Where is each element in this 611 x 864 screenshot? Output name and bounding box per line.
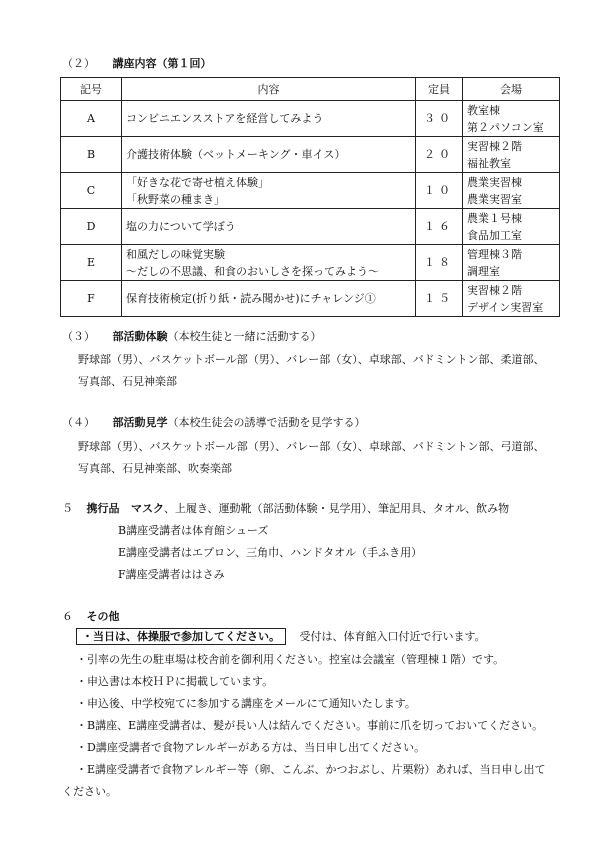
section2-title: 講座内容（第１回）	[112, 57, 212, 70]
section5-sub-item: E講座受講者はエプロン、三角巾、ハンドタオル（手ふき用）	[118, 546, 423, 559]
course-content: 塩の力について学ぼう	[122, 209, 416, 245]
course-code: B	[61, 137, 122, 173]
section4-clubs-line2: 写真部、石見神楽部、吹奏楽部	[78, 462, 232, 475]
course-code: D	[61, 209, 122, 245]
course-content: コンビニエンスストアを経営してみよう	[122, 101, 416, 137]
section4-heading: （４） 部活動見学（本校生徒会の誘導で活動を見学する）	[62, 416, 366, 429]
section6-last-line: ください。	[62, 785, 117, 798]
course-venue: 実習棟２階 デザイン実習室	[463, 281, 560, 317]
section5-sub-item: B講座受講者は体育館シューズ	[118, 524, 269, 537]
course-capacity: １０	[416, 173, 463, 209]
table-header-row	[61, 78, 560, 101]
section6-bullet: ・申込書は本校ＨＰに掲載しています。	[76, 675, 274, 688]
section3-heading: （３） 部活動体験（本校生徒と一緒に活動する）	[62, 330, 322, 343]
section6-bullet: ・D講座受講者で食物アレルギーがある方は、当日申し出てください。	[76, 741, 426, 754]
course-content: 保育技術検定(折り紙・読み聞かせ)にチャレンジ①	[122, 281, 416, 317]
header-capacity: 定員	[416, 78, 463, 101]
course-content: 「好きな花で寄せ植え体験」 「秋野菜の種まき」	[122, 173, 416, 209]
course-venue: 農業実習棟 農業実習室	[463, 173, 560, 209]
course-code: E	[61, 245, 122, 281]
section4-clubs-line1: 野球部（男）、バスケットボール部（男）、バレー部（女）、卓球部、バドミントン部、弓道部、	[78, 440, 545, 453]
course-table	[60, 77, 560, 317]
section6-bullet: ・B講座、E講座受講者は、髪が長い人は結んでください。事前に爪を切っておいてください。	[76, 719, 544, 732]
course-content: 和風だしの味覚実験 〜だしの不思議、和食のおいしさを探ってみよう〜	[122, 245, 416, 281]
course-capacity: １５	[416, 281, 463, 317]
section5-sub-item: F講座受講者ははさみ	[118, 568, 225, 581]
table-row	[61, 137, 560, 173]
section6-boxed-line: ・当日は、体操服で参加してください。 受付は、体育館入口付近で行います。	[76, 628, 486, 644]
course-content: 介護技術体験（ベットメーキング・車イス）	[122, 137, 416, 173]
course-capacity: １８	[416, 245, 463, 281]
mask-emphasis: マスク	[131, 502, 164, 515]
section2-number: （２）	[62, 57, 95, 70]
header-content: 内容	[122, 78, 416, 101]
section5-items: ５ 携行品 マスク、上履き、運動靴（部活動体験・見学用）、筆記用具、タオル、飲み物	[62, 502, 510, 515]
section2-heading	[62, 55, 212, 71]
course-venue: 実習棟２階 福祉教室	[463, 137, 560, 173]
section6-heading: ６ その他	[62, 610, 120, 623]
course-venue: 管理棟３階 調理室	[463, 245, 560, 281]
table-row	[61, 209, 560, 245]
course-capacity: １６	[416, 209, 463, 245]
table-row	[61, 101, 560, 137]
course-capacity: ３０	[416, 101, 463, 137]
table-row	[61, 245, 560, 281]
section3-clubs-line1: 野球部（男）、バスケットボール部（男）、バレー部（女）、卓球部、バドミントン部、柔道部、	[78, 353, 545, 366]
section6-bullet: ・E講座受講者で食物アレルギー等（卵、こんぶ、かつおぶし、片栗粉）あれば、当日申し出て	[76, 763, 546, 776]
course-capacity: ２０	[416, 137, 463, 173]
course-code: F	[61, 281, 122, 317]
course-code: C	[61, 173, 122, 209]
section3-clubs-line2: 写真部、石見神楽部	[78, 375, 177, 388]
course-venue: 教室棟 第２パソコン室	[463, 101, 560, 137]
table-row	[61, 173, 560, 209]
header-venue: 会場	[463, 78, 560, 101]
gym-clothes-notice: ・当日は、体操服で参加してください。	[76, 628, 286, 645]
table-row	[61, 281, 560, 317]
section6-bullet: ・引率の先生の駐車場は校舎前を御利用ください。控室は会議室（管理棟１階）です。	[76, 653, 505, 666]
header-code: 記号	[61, 78, 122, 101]
course-venue: 農業１号棟 食品加工室	[463, 209, 560, 245]
course-code: A	[61, 101, 122, 137]
section6-bullet: ・申込後、中学校宛てに参加する講座をメールにて通知いたします。	[76, 697, 416, 710]
